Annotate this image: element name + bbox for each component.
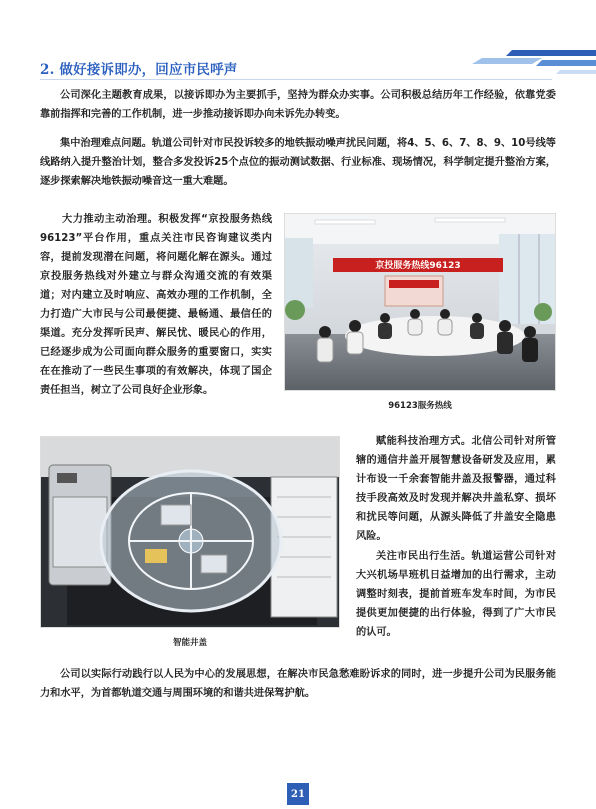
page-number: 21 <box>287 783 309 805</box>
smart-manhole-illustration <box>41 437 340 628</box>
title-divider <box>40 79 552 80</box>
decorative-stripes <box>472 44 596 78</box>
travel-lead: 关注市民出行生活。 <box>376 551 472 562</box>
meeting-room-illustration <box>285 214 556 391</box>
tech-lead: 赋能科技治理方式。 <box>376 436 472 447</box>
proactive-text: 积极发挥“京投服务热线96123”平台作用，重点关注市民咨询建议类内容，提前发现潜在问题，将问题化解在源头。通过京投服务热线对外建立与群众沟通交流的有效渠道；对内建立及时响应、高效办理的工作机制，全力打造广大市民与公司最便捷、最畅通、最信任的渠道。充分发挥听民声、解民忧、暖民心的作用，已经逐步成为公司面向群众服务的重要窗口，实实在在推动了一些民生事项的有效解决，体现了国企责任担当，树立了公司良好企业形象。 <box>40 214 273 396</box>
closing-text: 公司以实际行动践行以人民为中心的发展思想，在解决市民急愁难盼诉求的同时，进一步提升公司为民服务能力和水平，为首都轨道交通与周围环境的和谐共进保驾护航。 <box>40 669 556 699</box>
smart-manhole-photo <box>40 436 340 628</box>
proactive-lead: 大力推动主动治理。 <box>62 214 159 225</box>
focus-paragraph <box>40 134 556 191</box>
focus-text: 轨道公司针对市民投诉较多的地铁振动噪声扰民问题，将4、5、6、7、8、9、10号线等线路纳入提升整治计划，整合多发投诉25个点位的振动测试数据、行业标准、现场情况，科学制定提升整治方案，逐步探索解决地铁振动噪音这一重大难题。 <box>40 138 556 187</box>
hotline-meeting-photo <box>284 213 556 391</box>
hotline-photo-caption: 96123服务热线 <box>388 401 452 411</box>
travel-text: 轨道运营公司针对大兴机场早班机日益增加的出行需求，主动调整时刻表，提前首班车发车时间，为市民提供更加便捷的出行体验，得到了广大市民的认可。 <box>356 551 557 638</box>
smart-manhole-caption: 智能井盖 <box>172 638 207 648</box>
section-title: 2. 做好接诉即办，回应市民呼声 <box>40 62 238 78</box>
tech-paragraph <box>356 432 556 546</box>
travel-paragraph <box>356 547 556 642</box>
tech-text: 北信公司针对所管辖的通信井盖开展智慧设备研发及应用，累计布设一千余套智能井盖及报警器，通过科技手段高效及时发现并解决井盖私穿、损坏和扰民等问题，从源头降低了井盖安全隐患风险。 <box>356 436 557 542</box>
closing-paragraph <box>40 665 556 703</box>
banner-text: 京投服务热线96123 <box>375 261 461 271</box>
focus-lead: 集中治理难点问题。 <box>60 138 152 149</box>
intro-paragraph <box>40 86 556 124</box>
intro-text: 公司深化主题教育成果，以接诉即办为主要抓手，坚持为群众办实事。公司积极总结历年工作经验，依靠党委靠前指挥和完善的工作机制，进一步推动接诉即办向未诉先办转变。 <box>40 90 556 120</box>
proactive-paragraph <box>40 210 272 400</box>
